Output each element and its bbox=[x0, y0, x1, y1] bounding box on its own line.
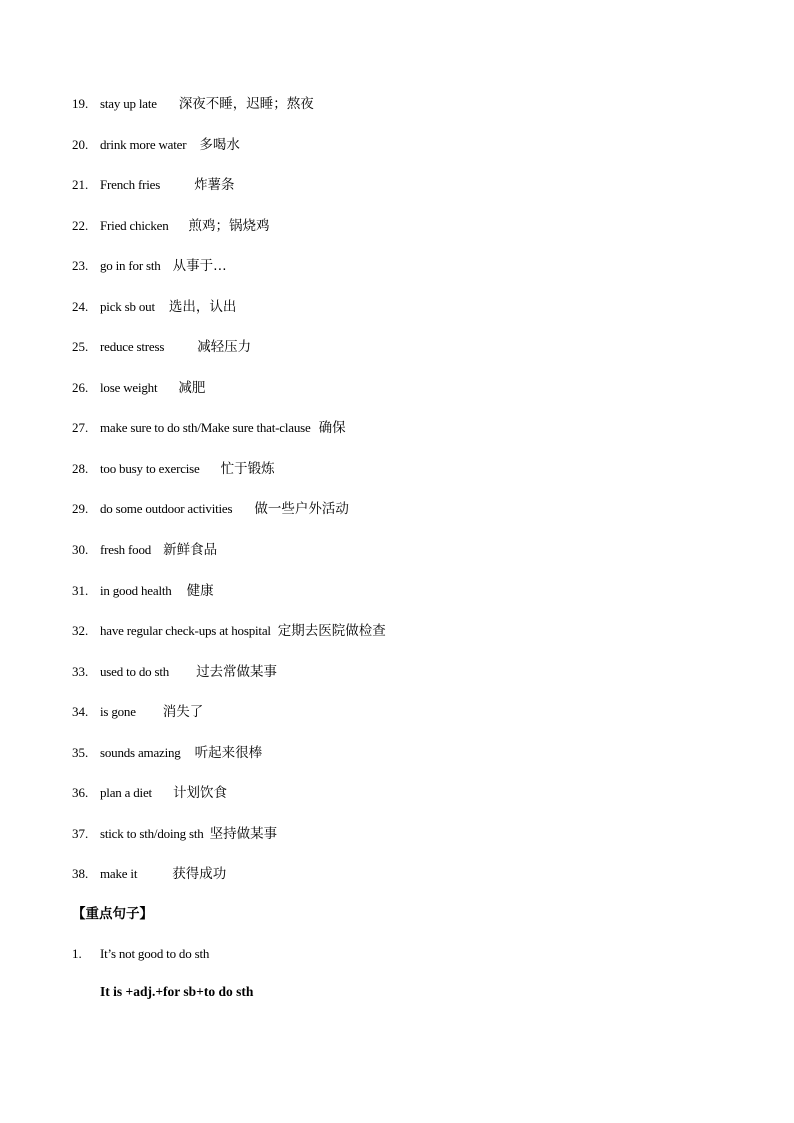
phrase-number: 34. bbox=[72, 704, 89, 720]
phrase-chinese: 计划饮食 bbox=[172, 785, 227, 802]
phrase-number: 20. bbox=[72, 136, 89, 152]
phrase-english: fresh food bbox=[100, 542, 152, 558]
phrase-english: too busy to exercise bbox=[100, 460, 200, 476]
phrase-english: French fries bbox=[100, 177, 161, 193]
phrase-chinese: 消失了 bbox=[162, 704, 204, 721]
phrase-item bbox=[72, 743, 386, 784]
phrase-chinese: 选出，认出 bbox=[168, 298, 237, 315]
phrase-item bbox=[72, 337, 386, 378]
phrase-chinese: 多喝水 bbox=[199, 136, 240, 153]
phrase-chinese: 坚持做某事 bbox=[209, 825, 278, 842]
phrase-chinese: 确保 bbox=[318, 420, 346, 437]
phrase-chinese: 健康 bbox=[186, 582, 214, 599]
phrase-chinese: 减轻压力 bbox=[197, 339, 252, 356]
sentence-text: It’s not good to do sth bbox=[100, 946, 210, 961]
phrase-number: 21. bbox=[72, 177, 89, 193]
phrase-english: stick to sth/doing sth bbox=[100, 825, 204, 841]
sentence-pattern: It is +adj.+for sb+to do sth bbox=[100, 984, 254, 999]
phrase-item bbox=[72, 175, 386, 216]
phrase-english: make it bbox=[100, 866, 138, 882]
phrase-chinese: 新鲜食品 bbox=[163, 542, 218, 559]
phrase-number: 22. bbox=[72, 217, 89, 233]
phrase-item bbox=[72, 662, 386, 703]
phrase-item bbox=[72, 459, 386, 500]
phrase-item bbox=[72, 499, 386, 540]
phrase-item bbox=[72, 783, 386, 824]
phrase-number: 38. bbox=[72, 866, 89, 882]
phrase-item bbox=[72, 94, 386, 135]
phrase-english: sounds amazing bbox=[100, 744, 181, 760]
phrase-item bbox=[72, 256, 386, 297]
phrase-item bbox=[72, 135, 386, 176]
phrase-number: 31. bbox=[72, 582, 89, 598]
phrase-item bbox=[72, 378, 386, 419]
phrase-number: 35. bbox=[72, 744, 89, 760]
phrase-english: stay up late bbox=[100, 96, 157, 111]
phrase-number: 26. bbox=[72, 379, 89, 395]
phrase-item bbox=[72, 297, 386, 338]
phrase-english: Fried chicken bbox=[100, 217, 169, 233]
phrase-english: in good health bbox=[100, 582, 172, 598]
phrase-chinese: 获得成功 bbox=[172, 866, 227, 883]
phrase-item bbox=[72, 621, 386, 662]
phrase-english: plan a diet bbox=[100, 785, 152, 801]
phrase-chinese: 减肥 bbox=[178, 379, 206, 396]
phrase-number: 23. bbox=[72, 258, 89, 274]
section-title-key-sentences: 【重点句子】 bbox=[72, 906, 153, 922]
phrase-number: 27. bbox=[72, 420, 89, 436]
phrase-chinese: 定期去医院做检查 bbox=[277, 623, 386, 640]
phrase-english: go in for sth bbox=[100, 258, 161, 274]
phrase-english: reduce stress bbox=[100, 339, 165, 355]
phrase-english: do some outdoor activities bbox=[100, 501, 233, 517]
phrase-chinese: 忙于锻炼 bbox=[220, 460, 275, 477]
phrase-number: 29. bbox=[72, 501, 89, 517]
phrase-english: used to do sth bbox=[100, 663, 170, 679]
phrase-list bbox=[72, 94, 386, 905]
phrase-chinese: 过去常做某事 bbox=[196, 663, 278, 680]
phrase-item bbox=[72, 216, 386, 257]
phrase-item bbox=[72, 418, 386, 459]
phrase-chinese: 从事于… bbox=[172, 258, 227, 275]
phrase-number: 25. bbox=[72, 339, 89, 355]
phrase-item bbox=[72, 824, 386, 865]
phrase-english: lose weight bbox=[100, 379, 158, 395]
phrase-number: 30. bbox=[72, 542, 89, 558]
phrase-english: is gone bbox=[100, 704, 136, 720]
phrase-chinese: 做一些户外活动 bbox=[254, 501, 349, 518]
sentence-number: 1. bbox=[72, 946, 82, 961]
phrase-number: 36. bbox=[72, 785, 89, 801]
phrase-chinese: 炸薯条 bbox=[194, 177, 235, 194]
phrase-english: have regular check-ups at hospital bbox=[100, 623, 271, 639]
phrase-number: 33. bbox=[72, 663, 89, 679]
phrase-chinese: 深夜不睡，迟睡；熬夜 bbox=[178, 96, 314, 112]
phrase-english: make sure to do sth/Make sure that-clause bbox=[100, 420, 311, 436]
phrase-number: 19. bbox=[72, 96, 89, 111]
phrase-number: 24. bbox=[72, 298, 89, 314]
phrase-item bbox=[72, 581, 386, 622]
phrase-chinese: 听起来很棒 bbox=[194, 744, 263, 761]
phrase-item bbox=[72, 864, 386, 905]
phrase-chinese: 煎鸡；锅烧鸡 bbox=[188, 217, 270, 234]
phrase-number: 28. bbox=[72, 460, 89, 476]
phrase-english: drink more water bbox=[100, 136, 187, 152]
phrase-item bbox=[72, 702, 386, 743]
phrase-number: 32. bbox=[72, 623, 89, 639]
phrase-english: pick sb out bbox=[100, 298, 155, 314]
phrase-item bbox=[72, 540, 386, 581]
sentence-item bbox=[72, 944, 209, 964]
phrase-number: 37. bbox=[72, 825, 89, 841]
